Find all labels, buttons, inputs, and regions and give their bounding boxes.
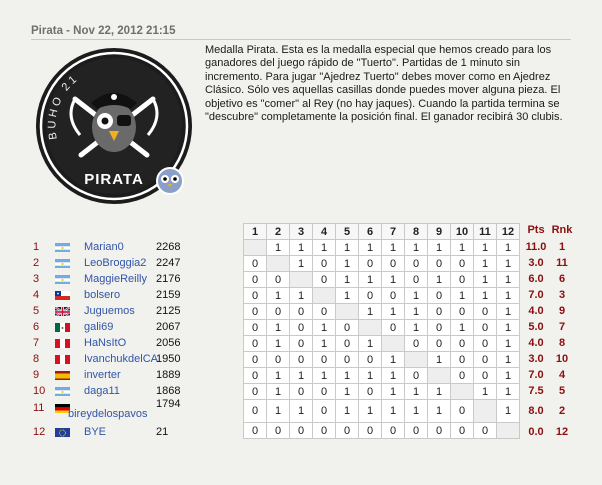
result-cell: 0	[359, 256, 382, 272]
pts-header: Pts	[527, 224, 545, 236]
result-cell: 1	[382, 304, 405, 320]
result-cell: 1	[267, 400, 290, 423]
medal-description: Medalla Pirata. Esta es la medalla especial que hemos creado para los ganadores del juego rápido de "Tuerto". Partidas de 1 minuto sin incremento. Para jugar "Ajedrez Tuerto" debes mover como en Ajedrez Clásico. Sólo ves aquellas casillas donde puedes mover alguna pieza. El objetivo es "comer" al Rey (no hay jaques). Cuando la partida termina se "descubre" completamente la posición final. El ganador recibirá 30 clubis.	[205, 44, 563, 124]
result-cell: 0	[290, 304, 313, 320]
player-name-link[interactable]: BYE	[84, 426, 107, 438]
player-row	[0, 255, 200, 271]
result-cell: 0	[474, 368, 497, 384]
player-row	[0, 351, 200, 367]
result-cell: 0	[428, 320, 451, 336]
result-cell: 0	[290, 336, 313, 352]
crosstable-row	[244, 272, 520, 288]
player-rating: 2268	[156, 241, 181, 253]
result-cell: 1	[497, 288, 520, 304]
result-cell: 1	[359, 304, 382, 320]
player-rank: 3	[558, 289, 566, 301]
result-cell: 0	[382, 423, 405, 439]
result-cell: 0	[290, 423, 313, 439]
result-cell: 1	[474, 272, 497, 288]
player-rank: 10	[555, 353, 569, 365]
result-cell: 1	[336, 288, 359, 304]
player-rating: 1889	[156, 369, 181, 381]
result-cell: 1	[336, 272, 359, 288]
player-name-link[interactable]: gali69	[84, 321, 114, 333]
column-header: 8	[405, 224, 428, 240]
result-cell: 1	[497, 368, 520, 384]
result-cell: 1	[382, 400, 405, 423]
result-cell: 1	[267, 336, 290, 352]
result-cell: 0	[313, 272, 336, 288]
result-cell: 1	[382, 240, 405, 256]
result-cell: 1	[405, 240, 428, 256]
player-rank: 11	[556, 257, 568, 269]
result-cell: 0	[451, 368, 474, 384]
result-cell: 1	[290, 400, 313, 423]
result-cell: 1	[428, 400, 451, 423]
player-points: 4.0	[528, 337, 544, 349]
result-cell: 0	[244, 400, 267, 423]
result-cell: 1	[313, 336, 336, 352]
result-cell: 1	[336, 256, 359, 272]
result-cell: 1	[290, 256, 313, 272]
result-cell: 1	[474, 256, 497, 272]
result-cell: 0	[382, 320, 405, 336]
result-cell: 0	[428, 288, 451, 304]
result-cell: 0	[382, 288, 405, 304]
result-cell: 0	[474, 320, 497, 336]
result-cell: 1	[497, 336, 520, 352]
crosstable-row	[244, 352, 520, 368]
result-cell: 1	[497, 304, 520, 320]
result-cell: 1	[405, 384, 428, 400]
result-cell: 0	[244, 272, 267, 288]
result-cell: 0	[428, 423, 451, 439]
result-cell: 1	[474, 384, 497, 400]
result-cell: 1	[497, 272, 520, 288]
page-title: Pirata - Nov 22, 2012 21:15	[31, 25, 176, 37]
result-cell: 0	[451, 272, 474, 288]
result-cell: 0	[290, 352, 313, 368]
result-cell: 1	[359, 272, 382, 288]
crosstable	[243, 223, 520, 439]
result-cell: 0	[428, 304, 451, 320]
player-rating: 1794	[156, 398, 181, 410]
owl-logo-icon	[157, 168, 183, 194]
result-cell: 0	[244, 352, 267, 368]
result-cell	[244, 240, 267, 256]
result-cell: 1	[474, 288, 497, 304]
result-cell: 1	[405, 304, 428, 320]
player-number: 8	[33, 353, 40, 365]
result-cell: 1	[336, 400, 359, 423]
badge-arc-text: BUHO 21	[46, 71, 82, 141]
result-cell: 1	[313, 320, 336, 336]
result-cell: 0	[313, 384, 336, 400]
result-cell: 1	[382, 368, 405, 384]
column-header: 5	[336, 224, 359, 240]
column-header: 1	[244, 224, 267, 240]
result-cell: 0	[336, 423, 359, 439]
result-cell: 0	[405, 336, 428, 352]
result-cell: 1	[382, 272, 405, 288]
result-cell: 1	[313, 368, 336, 384]
result-cell	[451, 384, 474, 400]
result-cell	[382, 336, 405, 352]
result-cell: 1	[497, 256, 520, 272]
result-cell: 1	[336, 240, 359, 256]
result-cell: 1	[405, 400, 428, 423]
crosstable-row	[244, 368, 520, 384]
player-row	[0, 239, 200, 255]
result-cell: 1	[451, 288, 474, 304]
es-flag-icon	[55, 370, 70, 380]
player-name-link[interactable]: HaNsItO	[84, 337, 127, 349]
result-cell: 0	[244, 320, 267, 336]
player-points: 11.0	[525, 241, 547, 253]
player-row	[0, 398, 200, 420]
result-cell: 1	[497, 240, 520, 256]
player-row	[0, 271, 200, 287]
column-header: 4	[313, 224, 336, 240]
player-rating: 21	[156, 426, 169, 438]
result-cell	[428, 368, 451, 384]
player-rating: 2125	[156, 305, 181, 317]
player-rank: 7	[558, 321, 566, 333]
result-cell: 1	[267, 240, 290, 256]
column-header: 3	[290, 224, 313, 240]
result-cell: 0	[313, 256, 336, 272]
player-rank: 8	[558, 337, 566, 349]
player-rank: 4	[558, 369, 566, 381]
player-row	[0, 367, 200, 383]
result-cell: 1	[359, 400, 382, 423]
player-name-link[interactable]: IvanchukdelCA	[84, 353, 158, 365]
player-number: 1	[33, 241, 40, 253]
result-cell: 1	[428, 352, 451, 368]
result-cell: 1	[290, 368, 313, 384]
result-cell: 1	[474, 240, 497, 256]
result-cell: 0	[405, 368, 428, 384]
result-cell: 0	[359, 288, 382, 304]
player-name-link[interactable]: MaggieReilly	[84, 273, 147, 285]
result-cell	[290, 272, 313, 288]
cl-flag-icon	[55, 290, 70, 300]
rnk-header: Rnk	[551, 224, 573, 236]
player-name-link[interactable]: daga11	[84, 385, 120, 397]
result-cell: 0	[382, 256, 405, 272]
result-cell: 1	[290, 288, 313, 304]
result-cell: 1	[290, 240, 313, 256]
result-cell	[336, 304, 359, 320]
player-points: 7.0	[528, 289, 544, 301]
result-cell: 1	[359, 336, 382, 352]
column-header: 2	[267, 224, 290, 240]
result-cell: 0	[244, 304, 267, 320]
player-row	[0, 287, 200, 303]
player-points: 7.0	[528, 369, 544, 381]
player-rating: 2176	[156, 273, 181, 285]
player-name-link[interactable]: bireydelospavos	[68, 408, 148, 420]
result-cell: 1	[267, 368, 290, 384]
result-cell: 1	[497, 384, 520, 400]
player-number: 3	[33, 273, 40, 285]
player-rating: 2067	[156, 321, 181, 333]
player-number: 2	[33, 257, 40, 269]
player-points: 0.0	[528, 426, 544, 438]
player-rank: 6	[558, 273, 566, 285]
player-number: 7	[33, 337, 40, 349]
player-row	[0, 303, 200, 319]
player-row	[0, 335, 200, 351]
result-cell: 0	[451, 352, 474, 368]
player-rating: 2247	[156, 257, 181, 269]
result-cell: 0	[244, 336, 267, 352]
result-cell: 0	[336, 352, 359, 368]
result-cell: 0	[244, 288, 267, 304]
result-cell: 1	[336, 368, 359, 384]
result-cell	[497, 423, 520, 439]
crosstable-row	[244, 400, 520, 423]
player-row	[0, 319, 200, 335]
result-cell: 0	[405, 256, 428, 272]
result-cell: 0	[474, 304, 497, 320]
result-cell: 0	[336, 320, 359, 336]
player-name-link[interactable]: LeoBroggia2	[84, 257, 147, 269]
player-row	[0, 424, 200, 440]
player-number: 5	[33, 305, 40, 317]
player-points: 3.0	[528, 257, 544, 269]
player-number: 10	[33, 385, 46, 397]
result-cell: 0	[244, 368, 267, 384]
pe-flag-icon	[55, 338, 70, 348]
result-cell: 1	[359, 240, 382, 256]
result-cell: 0	[267, 304, 290, 320]
result-cell	[405, 352, 428, 368]
result-cell: 1	[359, 368, 382, 384]
player-name-link[interactable]: bolsero	[84, 289, 121, 301]
result-cell: 0	[428, 256, 451, 272]
result-cell: 0	[474, 336, 497, 352]
result-cell: 1	[428, 272, 451, 288]
player-rating: 1950	[156, 353, 181, 365]
player-points: 7.5	[528, 385, 544, 397]
player-points: 4.0	[528, 305, 544, 317]
column-header: 7	[382, 224, 405, 240]
result-cell: 0	[290, 384, 313, 400]
player-rank: 1	[558, 241, 566, 253]
result-cell: 0	[244, 256, 267, 272]
column-header: 12	[497, 224, 520, 240]
result-cell: 0	[405, 272, 428, 288]
player-rank: 5	[558, 385, 566, 397]
result-cell: 1	[451, 240, 474, 256]
result-cell: 1	[497, 320, 520, 336]
result-cell: 0	[267, 352, 290, 368]
result-cell: 0	[290, 320, 313, 336]
result-cell: 1	[267, 288, 290, 304]
result-cell	[474, 400, 497, 423]
result-cell: 0	[359, 423, 382, 439]
result-cell: 0	[359, 384, 382, 400]
result-cell: 1	[313, 240, 336, 256]
result-cell: 0	[474, 352, 497, 368]
pirate-owl-icon	[91, 93, 137, 152]
result-cell: 1	[428, 240, 451, 256]
player-points: 5.0	[528, 321, 544, 333]
crosstable-row	[244, 384, 520, 400]
crosstable-row	[244, 288, 520, 304]
gb-flag-icon	[55, 306, 70, 316]
result-cell	[267, 256, 290, 272]
crosstable-row	[244, 423, 520, 439]
result-cell: 1	[497, 352, 520, 368]
player-rating: 2159	[156, 289, 181, 301]
result-cell: 0	[313, 400, 336, 423]
result-cell: 0	[451, 423, 474, 439]
ar-flag-icon	[55, 386, 70, 396]
crosstable-row	[244, 320, 520, 336]
header-divider	[31, 39, 571, 40]
result-cell: 0	[474, 423, 497, 439]
result-cell: 0	[451, 304, 474, 320]
crosstable-row	[244, 256, 520, 272]
result-cell: 1	[451, 320, 474, 336]
player-rating: 1868	[156, 385, 181, 397]
result-cell: 0	[244, 384, 267, 400]
player-points: 8.0	[528, 405, 544, 417]
player-points: 3.0	[528, 353, 544, 365]
pirata-medal-badge	[35, 47, 193, 205]
result-cell: 0	[267, 272, 290, 288]
column-header: 9	[428, 224, 451, 240]
result-cell: 1	[405, 320, 428, 336]
result-cell: 0	[451, 336, 474, 352]
result-cell: 1	[497, 400, 520, 423]
player-name-link[interactable]: Juguemos	[84, 305, 135, 317]
player-number: 6	[33, 321, 40, 333]
player-points: 6.0	[528, 273, 544, 285]
result-cell: 0	[313, 423, 336, 439]
result-cell: 1	[267, 320, 290, 336]
pe-flag-icon	[55, 354, 70, 364]
player-rank: 2	[558, 405, 566, 417]
player-name-link[interactable]: Marian0	[84, 241, 124, 253]
result-cell: 0	[336, 336, 359, 352]
result-cell: 0	[313, 304, 336, 320]
player-number: 11	[33, 402, 45, 414]
result-cell: 0	[451, 400, 474, 423]
mx-flag-icon	[55, 322, 70, 332]
crosstable-row	[244, 240, 520, 256]
player-rank: 9	[558, 305, 566, 317]
result-cell: 1	[267, 384, 290, 400]
result-cell: 0	[359, 352, 382, 368]
column-header: 10	[451, 224, 474, 240]
badge-name: PIRATA	[84, 171, 144, 188]
result-cell: 1	[382, 352, 405, 368]
crosstable-row	[244, 304, 520, 320]
result-cell: 0	[428, 336, 451, 352]
column-header: 11	[474, 224, 497, 240]
result-cell: 1	[336, 384, 359, 400]
ar-flag-icon	[55, 242, 70, 252]
crosstable-row	[244, 336, 520, 352]
ar-flag-icon	[55, 258, 70, 268]
eu-flag-icon	[55, 427, 70, 437]
result-cell: 1	[428, 384, 451, 400]
column-header: 6	[359, 224, 382, 240]
result-cell: 0	[267, 423, 290, 439]
ar-flag-icon	[55, 274, 70, 284]
result-cell: 0	[405, 423, 428, 439]
result-cell: 1	[405, 288, 428, 304]
result-cell: 1	[382, 384, 405, 400]
player-name-link[interactable]: inverter	[84, 369, 121, 381]
result-cell: 0	[244, 423, 267, 439]
player-number: 4	[33, 289, 40, 301]
player-number: 12	[33, 426, 46, 438]
player-rating: 2056	[156, 337, 181, 349]
result-cell: 0	[313, 352, 336, 368]
result-cell: 0	[451, 256, 474, 272]
result-cell	[313, 288, 336, 304]
result-cell	[359, 320, 382, 336]
player-number: 9	[33, 369, 40, 381]
player-rank: 12	[555, 426, 569, 438]
